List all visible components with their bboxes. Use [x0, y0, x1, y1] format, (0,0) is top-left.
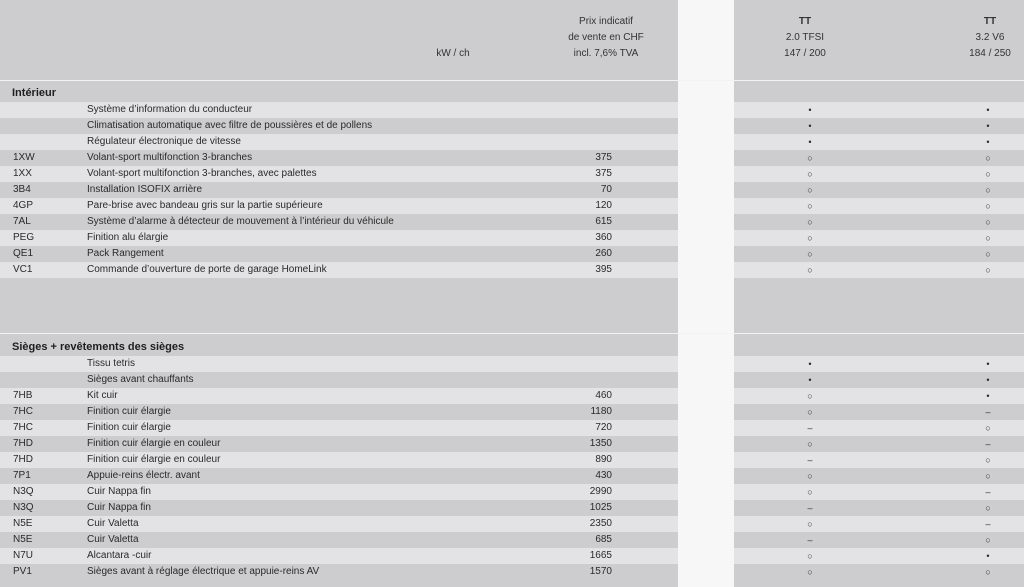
option-row — [0, 102, 1024, 118]
stripe-cell — [678, 246, 734, 262]
option-description: Kit cuir — [87, 390, 118, 401]
option-code: 7AL — [13, 216, 31, 227]
stripe-cell — [678, 166, 734, 182]
stripe-cell — [678, 404, 734, 420]
option-code: 3B4 — [13, 184, 31, 195]
tt-3-2-availability-mark: • — [986, 121, 990, 131]
tt-3-2-availability-mark: ○ — [985, 217, 991, 227]
option-code: 1XX — [13, 168, 32, 179]
option-row — [0, 452, 1024, 468]
section-separator — [0, 333, 1024, 334]
option-description: Sièges avant à réglage électrique et appuie-reins AV — [87, 566, 320, 577]
tt-2-0-availability-mark: ○ — [807, 153, 813, 163]
option-price: 720 — [595, 422, 612, 433]
option-description: Finition cuir élargie en couleur — [87, 438, 221, 449]
option-row — [0, 500, 1024, 516]
option-price: 1570 — [589, 566, 612, 577]
option-description: Pack Rangement — [87, 248, 164, 259]
tt-2-0-availability-mark: – — [807, 455, 813, 465]
option-price: 395 — [595, 264, 612, 275]
option-description: Appuie-reins électr. avant — [87, 470, 200, 481]
option-description: Sièges avant chauffants — [87, 374, 194, 385]
section-separator — [0, 80, 1024, 81]
option-description: Volant-sport multifonction 3-branches — [87, 152, 253, 163]
tt-2-0-availability-mark: • — [808, 359, 812, 369]
tt-3-2-availability-mark: ○ — [985, 455, 991, 465]
tt-2-0-availability-mark: – — [807, 423, 813, 433]
tt-3-2-availability-mark: – — [985, 407, 991, 417]
option-description: Finition cuir élargie — [87, 422, 171, 433]
tt-2-0-availability-mark: – — [807, 535, 813, 545]
stripe-cell — [678, 372, 734, 388]
option-row — [0, 230, 1024, 246]
option-row — [0, 484, 1024, 500]
option-price: 685 — [595, 534, 612, 545]
option-code: QE1 — [13, 248, 34, 259]
option-row — [0, 150, 1024, 166]
tt-2-0-availability-mark: ○ — [807, 407, 813, 417]
tt-2-0-availability-mark: ○ — [807, 519, 813, 529]
stripe-cell — [678, 230, 734, 246]
section-title: Intérieur — [12, 87, 57, 99]
tt-3-2-availability-mark: – — [985, 487, 991, 497]
option-description: Cuir Valetta — [87, 534, 139, 545]
tt-3-2-availability-mark: ○ — [985, 153, 991, 163]
tt-2-0-availability-mark: ○ — [807, 265, 813, 275]
tt-3-2-availability-mark: ○ — [985, 423, 991, 433]
tt-3-2-availability-mark: ○ — [985, 201, 991, 211]
option-code: 1XW — [13, 152, 35, 163]
tt-2-0-availability-mark: ○ — [807, 391, 813, 401]
stripe-cell — [678, 388, 734, 404]
option-row — [0, 564, 1024, 580]
tt-3-2-availability-mark: ○ — [985, 567, 991, 577]
option-code: 7HC — [13, 422, 34, 433]
tt-3-2-availability-mark: • — [986, 137, 990, 147]
stripe-cell — [678, 484, 734, 500]
section-interieur — [0, 84, 1024, 278]
stripe-cell — [678, 452, 734, 468]
option-price: 375 — [595, 152, 612, 163]
stripe-cell — [678, 356, 734, 372]
stripe-cell — [678, 134, 734, 150]
tt-3-2-availability-mark: – — [985, 439, 991, 449]
stripe-cell — [678, 182, 734, 198]
option-price: 615 — [595, 216, 612, 227]
unit-label: kW / ch — [436, 48, 470, 59]
stripe-cell — [678, 436, 734, 452]
option-row — [0, 532, 1024, 548]
tt-2-0-availability-mark: ○ — [807, 249, 813, 259]
model-power: 147 / 200 — [784, 48, 826, 59]
option-description: Cuir Nappa fin — [87, 486, 151, 497]
stripe-cell — [678, 214, 734, 230]
tt-2-0-availability-mark: • — [808, 137, 812, 147]
option-price: 1665 — [589, 550, 612, 561]
option-price: 360 — [595, 232, 612, 243]
price-header-line-1: Prix indicatif — [579, 16, 633, 27]
tt-2-0-availability-mark: ○ — [807, 567, 813, 577]
option-price: 890 — [595, 454, 612, 465]
option-description: Alcantara -cuir — [87, 550, 152, 561]
option-description: Commande d’ouverture de porte de garage HomeLink — [87, 264, 327, 275]
option-row — [0, 420, 1024, 436]
stripe-cell — [678, 516, 734, 532]
model-header-tt-2-0 — [760, 14, 850, 62]
option-description: Finition cuir élargie en couleur — [87, 454, 221, 465]
option-code: N7U — [13, 550, 34, 561]
tt-3-2-availability-mark: ○ — [985, 185, 991, 195]
option-description: Climatisation automatique avec filtre de poussières et de pollens — [87, 120, 373, 131]
option-row — [0, 166, 1024, 182]
option-row — [0, 516, 1024, 532]
option-price: 430 — [595, 470, 612, 481]
stripe-cell — [678, 548, 734, 564]
option-code: 4GP — [13, 200, 34, 211]
stripe-cell — [678, 198, 734, 214]
tt-2-0-availability-mark: • — [808, 375, 812, 385]
option-code: 7HB — [13, 390, 33, 401]
model-header-tt-3-2 — [950, 14, 1024, 62]
option-description: Régulateur électronique de vitesse — [87, 136, 241, 147]
section-sieges — [0, 338, 1024, 580]
option-description: Pare-brise avec bandeau gris sur la partie supérieure — [87, 200, 323, 211]
option-description: Installation ISOFIX arrière — [87, 184, 203, 195]
option-row — [0, 548, 1024, 564]
tt-2-0-availability-mark: – — [807, 503, 813, 513]
option-code: PV1 — [13, 566, 32, 577]
tt-3-2-availability-mark: ○ — [985, 471, 991, 481]
option-row — [0, 356, 1024, 372]
tt-2-0-availability-mark: ○ — [807, 169, 813, 179]
stripe-cell — [678, 118, 734, 134]
option-description: Système d’alarme à détecteur de mouvement à l’intérieur du véhicule — [87, 216, 394, 227]
model-engine: 2.0 TFSI — [785, 32, 825, 43]
option-description: Cuir Valetta — [87, 518, 139, 529]
model-engine: 3.2 V6 — [975, 32, 1005, 43]
stripe-cell — [678, 420, 734, 436]
option-description: Système d’information du conducteur — [87, 104, 253, 115]
tt-3-2-availability-mark: ○ — [985, 265, 991, 275]
tt-3-2-availability-mark: ○ — [985, 169, 991, 179]
tt-2-0-availability-mark: ○ — [807, 217, 813, 227]
option-code: N5E — [13, 518, 33, 529]
option-row — [0, 134, 1024, 150]
tt-2-0-availability-mark: • — [808, 121, 812, 131]
tt-3-2-availability-mark: • — [986, 391, 990, 401]
option-row — [0, 198, 1024, 214]
option-code: 7HD — [13, 454, 34, 465]
model-name: TT — [983, 16, 997, 27]
tt-3-2-availability-mark: • — [986, 375, 990, 385]
tt-2-0-availability-mark: ○ — [807, 439, 813, 449]
tt-3-2-availability-mark: • — [986, 551, 990, 561]
option-code: 7P1 — [13, 470, 31, 481]
tt-3-2-availability-mark: ○ — [985, 249, 991, 259]
price-header-line-3: incl. 7,6% TVA — [573, 48, 639, 59]
option-description: Tissu tetris — [87, 358, 135, 369]
stripe-cell — [678, 150, 734, 166]
tt-2-0-availability-mark: ○ — [807, 487, 813, 497]
stripe-cell — [678, 532, 734, 548]
option-row — [0, 182, 1024, 198]
price-header — [546, 14, 666, 62]
tt-2-0-availability-mark: ○ — [807, 551, 813, 561]
option-code: N5E — [13, 534, 33, 545]
option-row — [0, 214, 1024, 230]
stripe-cell — [678, 564, 734, 580]
option-price: 260 — [595, 248, 612, 259]
tt-3-2-availability-mark: ○ — [985, 535, 991, 545]
option-code: PEG — [13, 232, 35, 243]
tt-3-2-availability-mark: ○ — [985, 233, 991, 243]
option-description: Volant-sport multifonction 3-branches, avec palettes — [87, 168, 317, 179]
tt-2-0-availability-mark: ○ — [807, 201, 813, 211]
option-code: N3Q — [13, 486, 34, 497]
option-price: 1350 — [589, 438, 612, 449]
option-row — [0, 468, 1024, 484]
tt-2-0-availability-mark: ○ — [807, 471, 813, 481]
stripe-cell — [678, 468, 734, 484]
option-row — [0, 372, 1024, 388]
option-row — [0, 404, 1024, 420]
option-row — [0, 246, 1024, 262]
option-price: 1180 — [590, 406, 612, 417]
option-price: 2350 — [589, 518, 612, 529]
option-row — [0, 118, 1024, 134]
unit-header — [418, 46, 488, 62]
option-row — [0, 436, 1024, 452]
stripe-cell — [678, 102, 734, 118]
option-price: 375 — [595, 168, 612, 179]
option-code: VC1 — [13, 264, 33, 275]
option-code: 7HD — [13, 438, 34, 449]
tt-2-0-availability-mark: • — [808, 105, 812, 115]
model-power: 184 / 250 — [969, 48, 1011, 59]
option-description: Cuir Nappa fin — [87, 502, 151, 513]
option-price: 2990 — [589, 486, 612, 497]
model-name: TT — [798, 16, 812, 27]
option-description: Finition alu élargie — [87, 232, 169, 243]
option-price: 70 — [600, 184, 612, 195]
option-row — [0, 262, 1024, 278]
option-price: 1025 — [589, 502, 612, 513]
option-code: N3Q — [13, 502, 34, 513]
option-row — [0, 388, 1024, 404]
tt-3-2-availability-mark: ○ — [985, 503, 991, 513]
tt-3-2-availability-mark: • — [986, 359, 990, 369]
price-header-line-2: de vente en CHF — [568, 32, 644, 43]
option-description: Finition cuir élargie — [87, 406, 171, 417]
tt-3-2-availability-mark: • — [986, 105, 990, 115]
stripe-cell — [678, 262, 734, 278]
option-price: 120 — [595, 200, 612, 211]
tt-2-0-availability-mark: ○ — [807, 185, 813, 195]
tt-2-0-availability-mark: ○ — [807, 233, 813, 243]
stripe-cell — [678, 500, 734, 516]
section-title: Sièges + revêtements des sièges — [12, 341, 185, 353]
option-code: 7HC — [13, 406, 34, 417]
option-price: 460 — [595, 390, 612, 401]
tt-3-2-availability-mark: – — [985, 519, 991, 529]
